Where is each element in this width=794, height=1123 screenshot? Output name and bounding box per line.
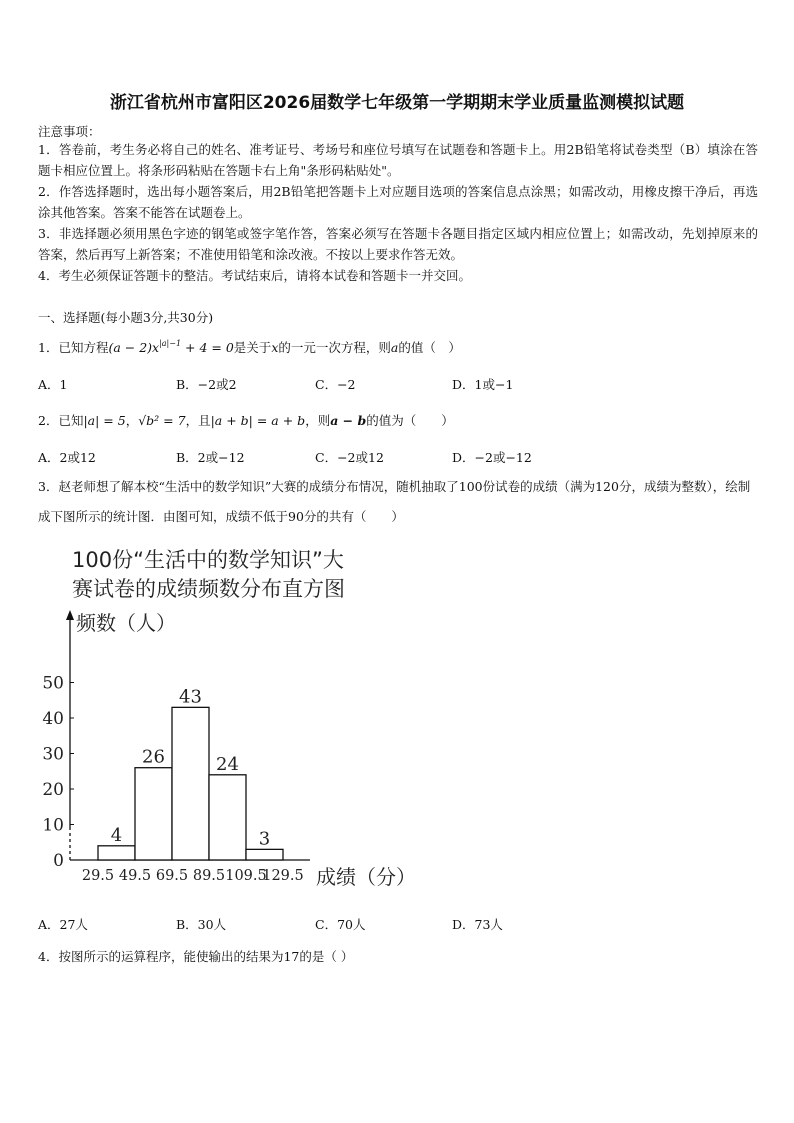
notice-item: 4．考生必须保证答题卡的整洁。考试结束后，请将本试卷和答题卡一并交回。 xyxy=(38,268,471,283)
y-tick-label: 50 xyxy=(42,673,64,694)
y-tick-label: 10 xyxy=(42,815,64,836)
option-d[interactable]: D．73人 xyxy=(452,917,503,932)
y-axis-label: 频数（人） xyxy=(76,611,176,635)
y-axis-arrow xyxy=(66,610,74,620)
chart-title-line-2: 赛试卷的成绩频数分布直方图 xyxy=(72,577,345,601)
option-a[interactable]: A．27人 xyxy=(38,917,88,932)
question-1: 1．已知方程$(a - 2)x^{|a|-1} + 4 = 0$是关于x的一元一次方程，则a的值（ ） xyxy=(38,339,461,355)
y-tick-label: 20 xyxy=(42,780,64,800)
notice-item: 2．作答选择题时，选出每小题答案后，用2B铅笔把答题卡上对应题目选项的答案信息点涂黑；如需改动，用橡皮擦干净后，再选涂其他答案。答案不能答在试题卷上。 xyxy=(38,184,758,220)
option-c[interactable]: C．70人 xyxy=(315,917,366,932)
option-d[interactable]: D．1或−1 xyxy=(452,377,514,392)
histogram-bar xyxy=(246,849,283,860)
bar-value-label: 3 xyxy=(258,828,271,850)
section-title: 一、选择题(每小题3分,共30分) xyxy=(38,310,214,325)
histogram-bar xyxy=(135,768,172,860)
histogram-bar xyxy=(209,775,246,860)
option-a[interactable]: A．1 xyxy=(38,377,68,392)
notice-item: 1．答卷前，考生务必将自己的姓名、准考证号、考场号和座位号填写在试题卷和答题卡上。用2B铅笔将试卷类型（B）填涂在答题卡相应位置上。将条形码粘贴在答题卡右上角"条形码粘贴处"。 xyxy=(38,142,758,178)
option-c[interactable]: C．−2或12 xyxy=(315,450,384,465)
histogram-chart xyxy=(30,600,430,960)
option-b[interactable]: B．30人 xyxy=(176,917,227,932)
option-c[interactable]: C．−2 xyxy=(315,377,356,392)
bar-value-label: 24 xyxy=(216,753,239,775)
option-a[interactable]: A．2或12 xyxy=(38,450,96,465)
y-tick-label: 40 xyxy=(42,709,64,729)
notice-heading: 注意事项： xyxy=(38,124,101,139)
x-tick-label: 89.5 xyxy=(192,868,226,884)
y-tick-label: 0 xyxy=(53,851,64,871)
bar-value-label: 4 xyxy=(110,824,123,846)
x-axis-label: 成绩（分） xyxy=(316,865,416,889)
histogram-bar xyxy=(98,846,135,860)
question-2: 2．已知|a| = 5，√b² = 7，且|a + b| = a + b，则a − b的值为（ ） xyxy=(38,413,454,428)
bar-value-label: 43 xyxy=(179,686,202,708)
option-b[interactable]: B．−2或2 xyxy=(176,377,237,392)
question-3: 3．赵老师想了解本校“生活中的数学知识”大赛的成绩分布情况，随机抽取了100份试卷的成绩（满为120分，成绩为整数），绘制成下图所示的统计图．由图可知，成绩不低于90分的共有（ ） xyxy=(38,479,751,524)
x-tick-label: 109.5 xyxy=(225,868,267,884)
option-d[interactable]: D．−2或−12 xyxy=(452,450,532,465)
notice-list xyxy=(38,139,758,286)
histogram-bar xyxy=(172,707,209,860)
option-b[interactable]: B．2或−12 xyxy=(176,450,245,465)
notice-item: 3．非选择题必须用黑色字迹的钢笔或签字笔作答，答案必须写在答题卡各题目指定区域内相应位置上；如需改动，先划掉原来的答案，然后再写上新答案；不准使用铅笔和涂改液。不按以上要求作答无效。 xyxy=(38,226,758,262)
x-tick-label: 69.5 xyxy=(155,868,189,884)
chart-bars xyxy=(98,707,283,860)
page-title: 浙江省杭州市富阳区2026届数学七年级第一学期期末学业质量监测模拟试题 xyxy=(109,93,685,113)
chart-title-line-1: 100份“生活中的数学知识”大 xyxy=(72,548,344,572)
x-tick-label: 49.5 xyxy=(118,868,152,884)
question-4: 4．按图所示的运算程序，能使输出的结果为17的是（ ） xyxy=(38,949,354,964)
bar-value-label: 26 xyxy=(142,746,165,768)
y-tick-label: 30 xyxy=(42,744,64,765)
x-tick-label: 129.5 xyxy=(262,868,304,884)
x-tick-label: 29.5 xyxy=(81,868,115,884)
